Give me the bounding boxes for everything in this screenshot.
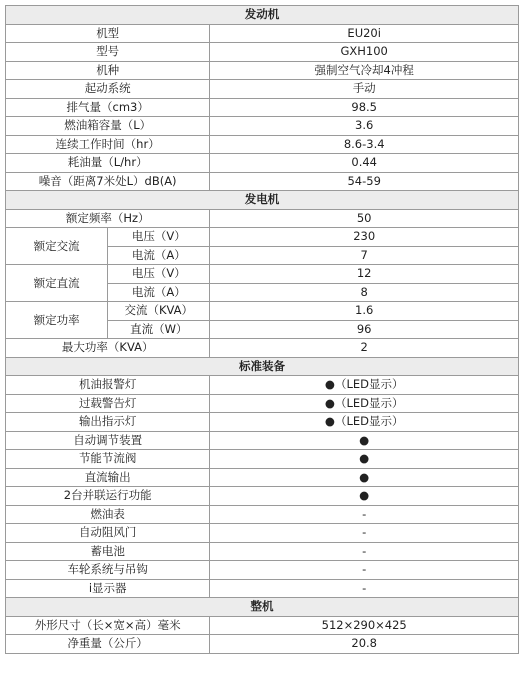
- table-row: [6, 524, 519, 543]
- row-label: 电流（A）: [108, 246, 210, 265]
- row-label: 连续工作时间（hr）: [6, 135, 210, 154]
- table-row: [6, 616, 519, 635]
- table-row: [6, 468, 519, 487]
- section-title: 发电机: [6, 191, 519, 210]
- group-label: 额定交流: [6, 228, 108, 265]
- row-value: 0.44: [210, 154, 519, 173]
- row-value: ●（LED显示）: [210, 413, 519, 432]
- row-label: 额定频率（Hz）: [6, 209, 210, 228]
- table-row: [6, 172, 519, 191]
- row-label: 车轮系统与吊钩: [6, 561, 210, 580]
- table-row: [6, 339, 519, 358]
- table-row: [6, 487, 519, 506]
- table-row: [6, 80, 519, 99]
- row-label: 耗油量（L/hr）: [6, 154, 210, 173]
- row-value: GXH100: [210, 43, 519, 62]
- row-value: 20.8: [210, 635, 519, 654]
- row-value: 12: [210, 265, 519, 284]
- row-value: 50: [210, 209, 519, 228]
- table-row: [6, 413, 519, 432]
- row-label: 起动系统: [6, 80, 210, 99]
- table-row: [6, 154, 519, 173]
- row-value: -: [210, 524, 519, 543]
- table-row: [6, 579, 519, 598]
- row-value: 1.6: [210, 302, 519, 321]
- row-value: -: [210, 579, 519, 598]
- row-value: -: [210, 505, 519, 524]
- table-row: [6, 376, 519, 395]
- row-label: 直流（W）: [108, 320, 210, 339]
- table-row: [6, 431, 519, 450]
- table-row: [6, 450, 519, 469]
- group-label: 额定直流: [6, 265, 108, 302]
- row-value: -: [210, 542, 519, 561]
- table-row: [6, 61, 519, 80]
- row-label: 外形尺寸（长×宽×高）毫米: [6, 616, 210, 635]
- table-row: [6, 98, 519, 117]
- row-value: 54-59: [210, 172, 519, 191]
- table-row: [6, 394, 519, 413]
- row-label: 燃油表: [6, 505, 210, 524]
- row-label: 机型: [6, 24, 210, 43]
- table-row: [6, 43, 519, 62]
- row-value: 512×290×425: [210, 616, 519, 635]
- row-value: ●: [210, 450, 519, 469]
- row-value: 96: [210, 320, 519, 339]
- table-row: [6, 635, 519, 654]
- row-value: 8.6-3.4: [210, 135, 519, 154]
- group-label: 额定功率: [6, 302, 108, 339]
- row-label: 电压（V）: [108, 228, 210, 247]
- table-row: [6, 117, 519, 136]
- section-header-engine: [6, 6, 519, 25]
- section-title: 发动机: [6, 6, 519, 25]
- row-value: 2: [210, 339, 519, 358]
- row-value: 8: [210, 283, 519, 302]
- table-row: [6, 505, 519, 524]
- row-label: 净重量（公斤）: [6, 635, 210, 654]
- table-row: [6, 265, 519, 284]
- row-label: 自动调节装置: [6, 431, 210, 450]
- row-label: 机油报警灯: [6, 376, 210, 395]
- row-label: 排气量（cm3）: [6, 98, 210, 117]
- table-row: [6, 228, 519, 247]
- row-label: i显示器: [6, 579, 210, 598]
- table-row: [6, 24, 519, 43]
- row-value: 7: [210, 246, 519, 265]
- row-value: 强制空气冷却4冲程: [210, 61, 519, 80]
- row-label: 电压（V）: [108, 265, 210, 284]
- spec-table: [5, 5, 519, 654]
- row-value: 98.5: [210, 98, 519, 117]
- row-label: 交流（KVA）: [108, 302, 210, 321]
- row-label: 自动阻风门: [6, 524, 210, 543]
- row-value: ●: [210, 431, 519, 450]
- spec-sheet: [5, 5, 519, 654]
- row-label: 最大功率（KVA）: [6, 339, 210, 358]
- row-value: -: [210, 561, 519, 580]
- table-row: [6, 561, 519, 580]
- row-label: 蓄电池: [6, 542, 210, 561]
- row-label: 节能节流阀: [6, 450, 210, 469]
- table-row: [6, 135, 519, 154]
- row-value: ●（LED显示）: [210, 394, 519, 413]
- row-value: ●（LED显示）: [210, 376, 519, 395]
- row-label: 噪音（距离7米处L）dB(A): [6, 172, 210, 191]
- table-row: [6, 542, 519, 561]
- row-label: 机种: [6, 61, 210, 80]
- table-row: [6, 302, 519, 321]
- row-label: 2台并联运行功能: [6, 487, 210, 506]
- row-value: ●: [210, 468, 519, 487]
- section-header-standard: [6, 357, 519, 376]
- row-value: EU20i: [210, 24, 519, 43]
- row-label: 型号: [6, 43, 210, 62]
- section-header-generator: [6, 191, 519, 210]
- row-label: 电流（A）: [108, 283, 210, 302]
- row-value: 3.6: [210, 117, 519, 136]
- row-label: 直流输出: [6, 468, 210, 487]
- row-label: 过载警告灯: [6, 394, 210, 413]
- section-header-machine: [6, 598, 519, 617]
- section-title: 标准装备: [6, 357, 519, 376]
- row-value: 230: [210, 228, 519, 247]
- row-label: 燃油箱容量（L）: [6, 117, 210, 136]
- row-label: 输出指示灯: [6, 413, 210, 432]
- row-value: ●: [210, 487, 519, 506]
- section-title: 整机: [6, 598, 519, 617]
- row-value: 手动: [210, 80, 519, 99]
- table-row: [6, 209, 519, 228]
